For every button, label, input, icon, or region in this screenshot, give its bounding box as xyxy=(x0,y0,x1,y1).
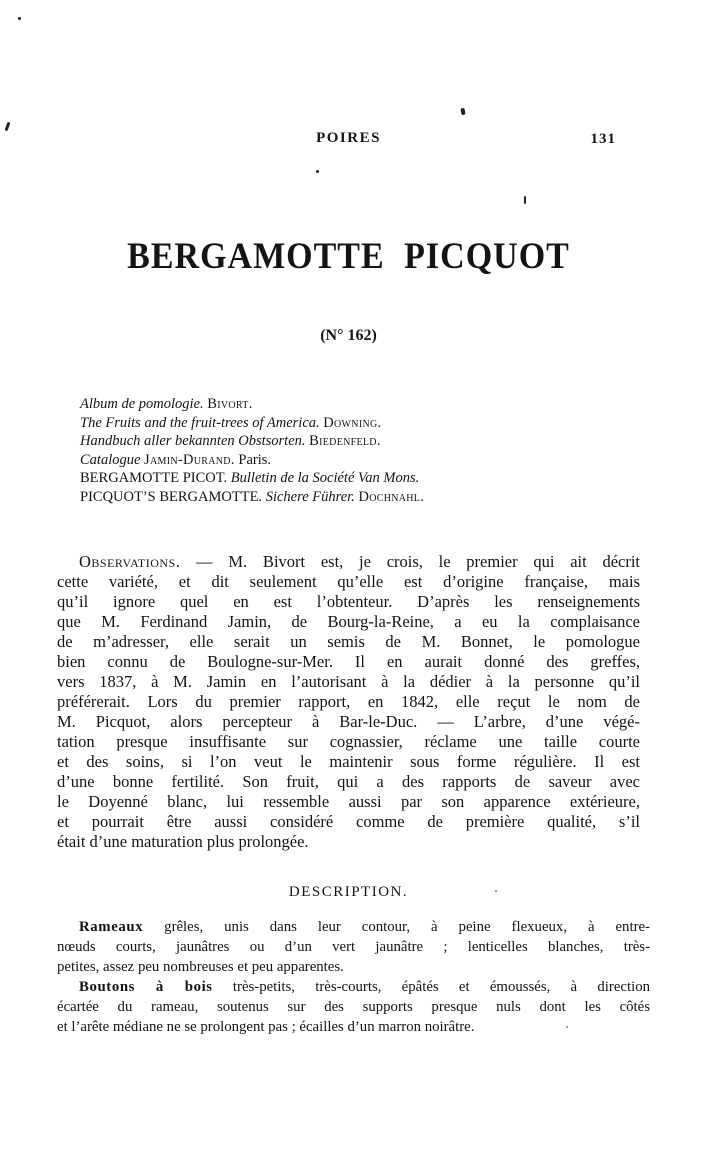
text-line: vers 1837, à M. Jamin en l’autorisant à la dédier à la personne qu’il xyxy=(57,672,640,691)
text-line: d’une bonne fertilité. Son fruit, qui a des rapports de saveur avec xyxy=(57,772,640,791)
scan-speck xyxy=(524,196,526,204)
paragraph-boutons xyxy=(57,977,650,1037)
boutons-first-line-text: très-petits, très-courts, épâtés et émoussés, à direction xyxy=(212,979,650,995)
description-heading: DESCRIPTION. xyxy=(288,884,409,900)
bibliography-segment: BERGAMOTTE PICOT. xyxy=(80,470,228,486)
bibliography-line xyxy=(80,488,620,507)
text-line: écartée du rameau, soutenus sur des supports presque nuls dont les côtés xyxy=(57,999,650,1015)
bibliography-segment: Biedenfeld. xyxy=(309,433,381,449)
page-header xyxy=(57,130,640,150)
observations-lines xyxy=(57,572,640,852)
text-line: petites, assez peu nombreuses et peu apparentes. xyxy=(57,959,344,975)
scan-speck xyxy=(18,17,21,20)
text-line: de m’adresser, elle serait un semis de M. Bonnet, le pomologue xyxy=(57,632,640,651)
observations-paragraph xyxy=(57,552,640,852)
bibliography-line xyxy=(80,451,620,470)
text-line: M. Picquot, alors percepteur à Bar-le-Duc. — L’arbre, d’une végé- xyxy=(57,712,640,731)
bibliography-line xyxy=(80,469,620,488)
boutons-lines xyxy=(57,997,650,1037)
text-line: cette variété, et dit seulement qu’elle est d’origine française, mais xyxy=(57,572,640,591)
text-line: était d’une maturation plus prolongée. xyxy=(57,832,309,851)
bibliography-segment: Bivort. xyxy=(207,396,253,412)
bibliography-segment: Album de pomologie. xyxy=(80,396,204,412)
boutons-first-line xyxy=(57,977,650,997)
bibliography-segment: Dochnahl. xyxy=(358,488,425,505)
bibliography-segment: Downing. xyxy=(323,414,382,431)
scan-speck xyxy=(5,122,11,131)
bibliography-segment: Sichere Führer. xyxy=(265,488,355,505)
bibliography-segment: Bulletin de la Société Van Mons. xyxy=(230,470,420,486)
bibliography-line xyxy=(80,395,620,414)
text-line: et l’arête médiane ne se prolongent pas ; écailles d’un marron noirâtre. xyxy=(57,1019,475,1035)
bibliography-segment: The Fruits and the fruit-trees of America. xyxy=(80,414,320,431)
scan-speck xyxy=(460,108,465,116)
rameaux-first-line xyxy=(57,917,650,937)
rameaux-lead: Rameaux xyxy=(79,919,144,935)
text-line: qu’il ignore quel en est l’obtenteur. D’après les renseignements xyxy=(57,592,640,611)
observations-first-line-text: — M. Bivort est, je crois, le premier qui ait décrit xyxy=(180,552,640,571)
text-line: tation presque insuffisante sur cognassier, réclame une taille courte xyxy=(57,732,640,751)
bibliography-line xyxy=(80,414,620,433)
bibliography-segment: Paris. xyxy=(234,451,271,468)
text-line: nœuds courts, jaunâtres ou d’un vert jaunâtre ; lenticelles blanches, très- xyxy=(57,939,650,955)
bibliography-segment: Catalogue xyxy=(80,451,141,468)
text-line: et des soins, si l’on veut le maintenir sous forme régulière. Il est xyxy=(57,752,640,771)
paragraph-rameaux xyxy=(57,917,650,977)
article-title: BERGAMOTTE PICQUOT xyxy=(127,236,570,277)
rameaux-first-line-text: grêles, unis dans leur contour, à peine flexueux, à entre- xyxy=(143,919,650,935)
observations-first-line xyxy=(57,552,640,572)
observations-lead: Observations. xyxy=(79,552,181,571)
text-line: le Doyenné blanc, lui ressemble aussi par son apparence extérieure, xyxy=(57,792,640,811)
scan-speck xyxy=(316,170,319,173)
bibliography-segment: Handbuch aller bekannten Obstsorten. xyxy=(80,433,306,449)
rameaux-lines xyxy=(57,937,650,977)
scan-speck xyxy=(566,1026,568,1028)
bibliography-segment: Jamin-Durand. xyxy=(144,451,235,468)
variety-number: (N° 162) xyxy=(320,327,377,344)
text-line: et pourrait être aussi considéré comme de première qualité, s’il xyxy=(57,812,640,831)
page-number: 131 xyxy=(590,131,616,147)
bibliography-line xyxy=(80,432,620,451)
text-line: bien connu de Boulogne-sur-Mer. Il en aurait donné des greffes, xyxy=(57,652,640,671)
boutons-lead: Boutons à bois xyxy=(79,979,213,995)
bibliography-segment: PICQUOT’S BERGAMOTTE. xyxy=(80,488,263,505)
text-line: que M. Ferdinand Jamin, de Bourg-la-Reine, a eu la complaisance xyxy=(57,612,640,631)
scan-speck xyxy=(495,890,497,892)
running-title: POIRES xyxy=(316,130,381,146)
bibliography-list xyxy=(80,395,620,506)
text-line: préférerait. Lors du premier rapport, en 1842, elle reçut le nom de xyxy=(57,692,640,711)
